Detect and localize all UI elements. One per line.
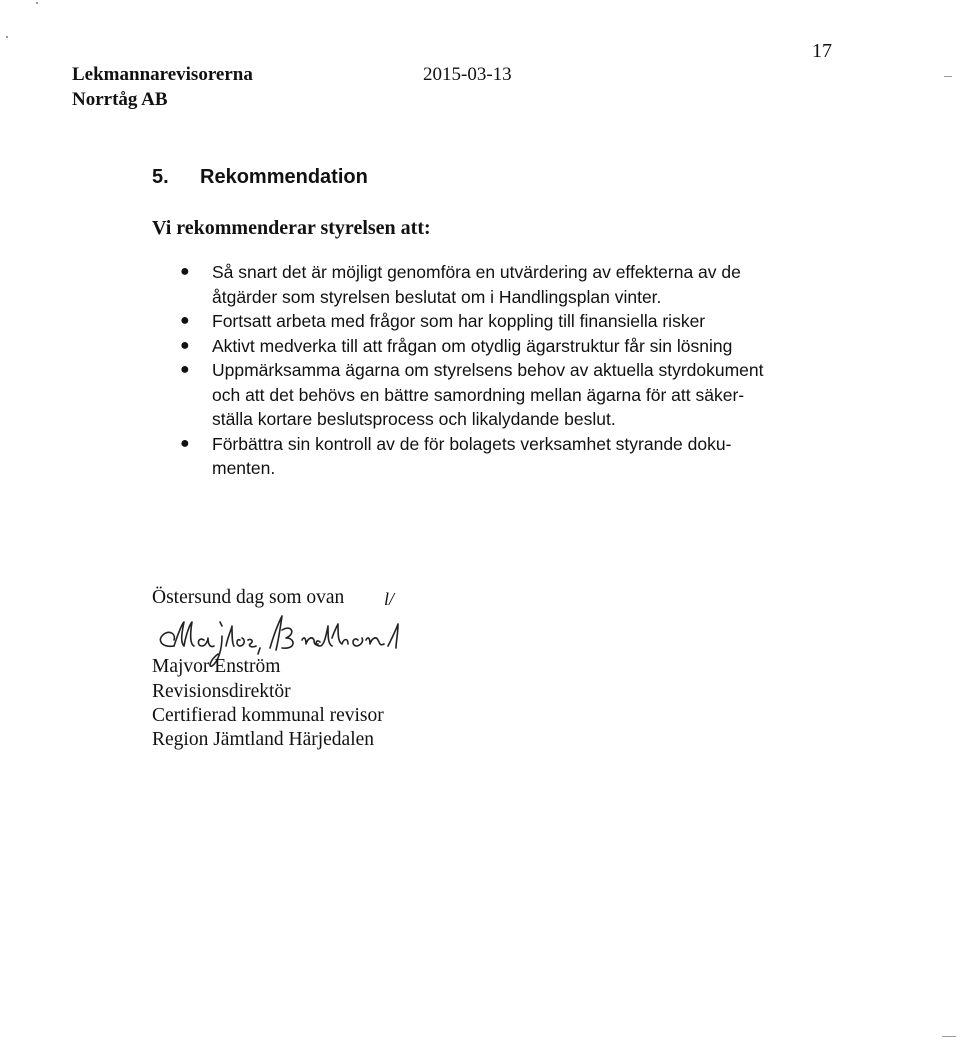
list-item-line: Förbättra sin kontroll av de för bolagets verksamhet styrande doku- (212, 433, 732, 454)
company-name: Norrtåg AB (72, 89, 168, 110)
section-title: Rekommendation (200, 166, 368, 188)
list-item-line: Uppmärksamma ägarna om styrelsens behov av aktuella styrdokument (212, 360, 764, 380)
list-item-line: åtgärder som styrelsen beslutat om i Handlingsplan vinter. (212, 286, 662, 307)
list-item (174, 309, 824, 334)
scan-speck (942, 1036, 956, 1037)
document-date: 2015-03-13 (423, 64, 512, 85)
list-item-line: Fortsatt arbeta med frågor som har koppling till finansiella risker (212, 311, 706, 331)
section-heading (152, 166, 368, 189)
list-item (174, 334, 824, 359)
page-number: 17 (812, 40, 832, 62)
list-item-line: och att det behövs en bättre samordning mellan ägarna för att säker- (212, 384, 745, 405)
signer-certification: Certifierad kommunal revisor (152, 705, 384, 726)
closing-mark: l/ (384, 589, 395, 609)
bullet-icon: ● (180, 263, 190, 280)
list-item-line: Aktivt medverka till att frågan om otydlig ägarstruktur får sin lösning (212, 335, 733, 356)
scan-speck (36, 2, 38, 4)
list-item (174, 432, 824, 481)
closing-place-date: Östersund dag som ovan (152, 587, 345, 608)
recommendation-list (174, 260, 824, 481)
list-item-line: Så snart det är möjligt genomföra en utvärdering av effekterna av de (212, 262, 741, 282)
intro-text: Vi rekommenderar styrelsen att: (152, 217, 431, 239)
list-item-line: menten. (212, 458, 276, 478)
list-item (174, 260, 824, 309)
section-number: 5. (152, 166, 169, 188)
signer-name: Majvor Enström (152, 656, 281, 677)
bullet-icon: ● (180, 312, 190, 329)
signer-organization: Region Jämtland Härjedalen (152, 729, 375, 750)
organization-name: Lekmannarevisorerna (72, 64, 253, 85)
bullet-icon: ● (180, 434, 190, 452)
bullet-icon: ● (180, 336, 190, 354)
scan-speck (944, 76, 952, 77)
list-item-line: ställa kortare beslutsprocess och likalydande beslut. (212, 409, 616, 429)
bullet-icon: ● (180, 361, 190, 378)
signer-title: Revisionsdirektör (152, 681, 291, 702)
scan-speck (6, 36, 8, 38)
list-item (174, 358, 824, 432)
